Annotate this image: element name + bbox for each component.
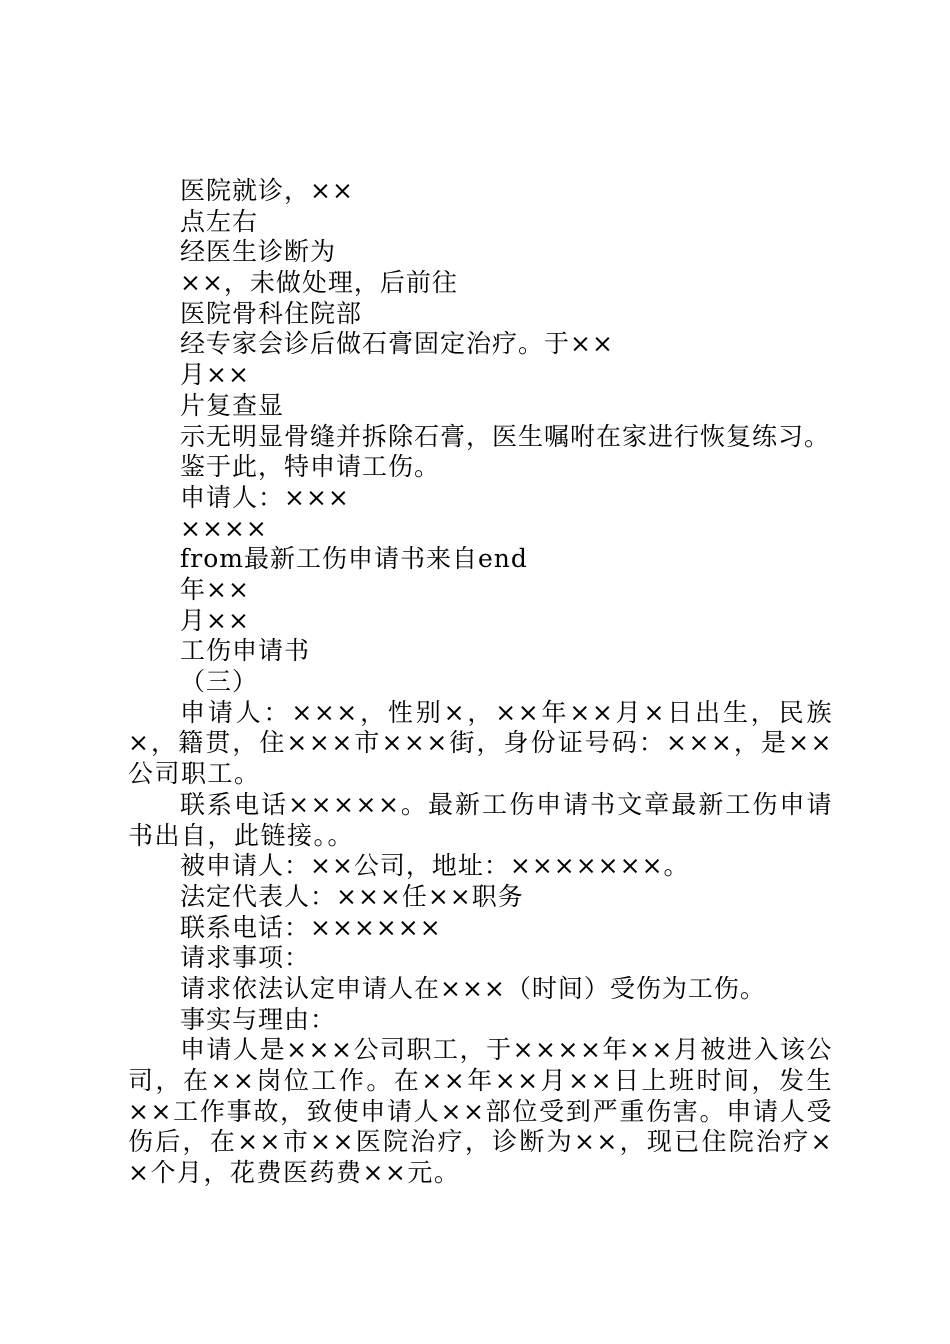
text-line: 医院就诊，×× xyxy=(180,176,354,205)
text-line: 经专家会诊后做石膏固定治疗。于×× xyxy=(180,329,614,359)
text-line: 片复查显 xyxy=(180,390,285,420)
section-title: 工伤申请书 xyxy=(180,636,311,666)
text-line: from最新工伤申请书来自end xyxy=(180,544,528,574)
facts-paragraph: 申请人是×××公司职工，于××××年××月被进入该公司，在××岗位工作。在××年××月××日上班时间，发生××工作事故，致使申请人××部位受到严重伤害。申请人受伤后，在××市××医院治疗，诊断为××，现已住院治疗××个月，花费医药费××元。 xyxy=(128,1035,833,1188)
text-line: ×××× xyxy=(180,513,268,543)
phone-paragraph: 联系电话×××××。最新工伤申请书文章最新工伤申请书出自，此链接。。 xyxy=(128,789,833,850)
document-body xyxy=(128,176,833,1189)
legal-rep-line: 法定代表人：×××任××职务 xyxy=(180,881,524,911)
text-line: 经医生诊断为 xyxy=(180,237,337,267)
request-line: 请求依法认定申请人在×××（时间）受伤为工伤。 xyxy=(180,973,766,1003)
respondent-line: 被申请人：××公司，地址：×××××××。 xyxy=(180,851,690,881)
text-line: 鉴于此，特申请工伤。 xyxy=(180,452,441,482)
applicant-paragraph: 申请人：×××，性别×，××年××月×日出生，民族×，籍贯，住×××市×××街，身份证号码：×××，是××公司职工。 xyxy=(128,697,833,789)
section-number: （三） xyxy=(180,667,259,696)
contact-phone-line: 联系电话：×××××× xyxy=(180,912,442,942)
text-line: 月×× xyxy=(180,360,250,390)
text-line: 点左右 xyxy=(180,206,259,236)
request-heading: 请求事项： xyxy=(180,943,311,973)
facts-heading: 事实与理由： xyxy=(180,1004,337,1034)
text-line: 年×× xyxy=(180,574,250,604)
text-line: 申请人：××× xyxy=(180,482,350,512)
text-line: 月×× xyxy=(180,605,250,635)
text-line: 示无明显骨缝并拆除石膏，医生嘱咐在家进行恢复练习。 xyxy=(180,421,831,451)
text-line: 医院骨科住院部 xyxy=(180,298,363,328)
text-line: ××，未做处理，后前往 xyxy=(180,268,458,298)
